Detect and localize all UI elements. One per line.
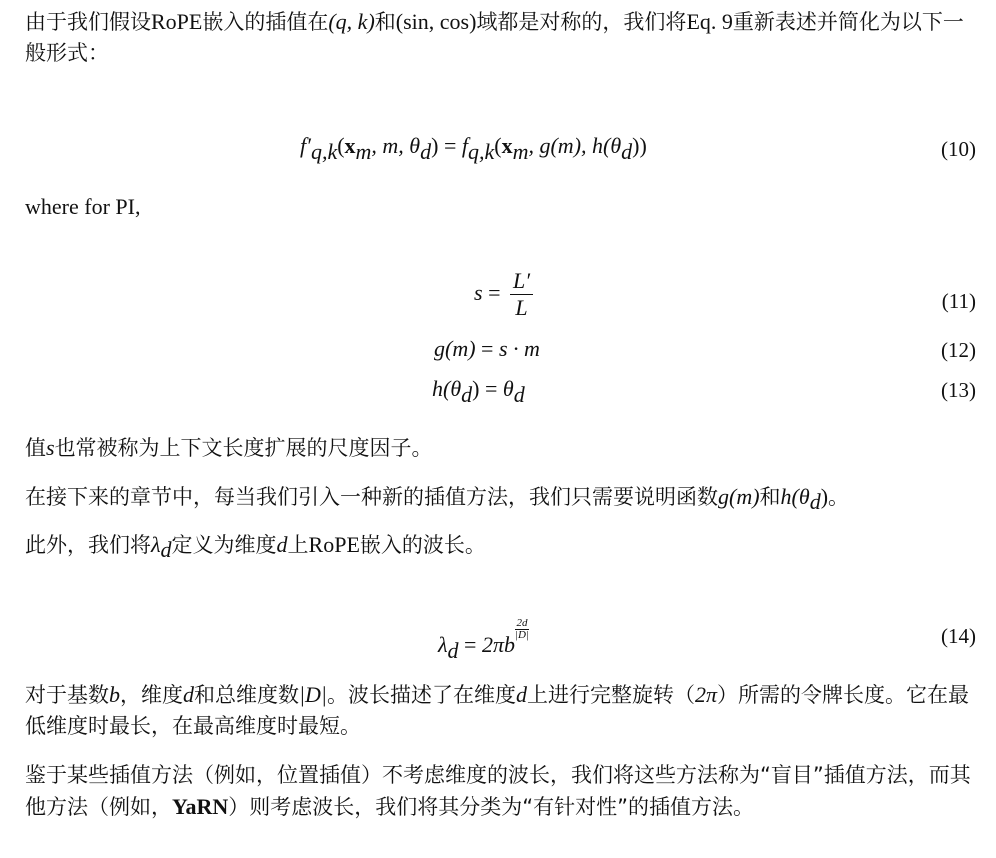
blind-targeted-paragraph: 鉴于某些插值方法（例如，位置插值）不考虑维度的波长，我们将这些方法称为“盲目”插值方法，而其他方法（例如，YaRN）则考虑波长，我们将其分类为“有针对性”的插值方法。 — [25, 763, 971, 819]
where-for-pi: where for PI, — [25, 194, 141, 219]
equation-number-10: (10) — [941, 137, 976, 161]
functions-paragraph: 在接下来的章节中，每当我们引入一种新的插值方法，我们只需要说明函数g(m)和$h(\theta_d)$。 — [25, 484, 850, 515]
equation-14: $\lambda_d = 2\pi b$ $^{\frac{2d}{|D|}}$ — [438, 617, 529, 663]
equation-number-12: (12) — [941, 338, 976, 362]
base-dimension-paragraph: 对于基数b，维度d和总维度数|D|。波长描述了在维度d上进行完整旋转（2π）所需的令牌长度。它在最低维度时最长，在最高维度时最短。 — [25, 682, 970, 738]
equation-number-14: (14) — [941, 624, 976, 648]
scale-factor-paragraph: 值s也常被称为上下文长度扩展的尺度因子。 — [25, 435, 433, 460]
intro-paragraph: 由于我们假设RoPE嵌入的插值在(q, k)和(sin, cos)域都是对称的，我们将Eq. 9重新表述并简化为以下一般形式： — [25, 9, 964, 65]
equation-number-13: (13) — [941, 378, 976, 402]
equation-number-11: (11) — [941, 289, 976, 313]
equation-11: s = $\frac{L'}{L}$ — [474, 268, 537, 321]
wavelength-paragraph: 此外，我们将$\lambda_d$定义为维度d上RoPE嵌入的波长。 — [25, 532, 486, 563]
equation-12: g(m) = s · m — [434, 336, 540, 361]
equation-13: $h(\theta_d) = \theta_d$ — [432, 376, 525, 407]
equation-10: $f'_{q,k}(x_m$, m, $\theta_d) = f_{q,k}(x_m$, g(m), $h(\theta_d)$) — [300, 133, 647, 164]
